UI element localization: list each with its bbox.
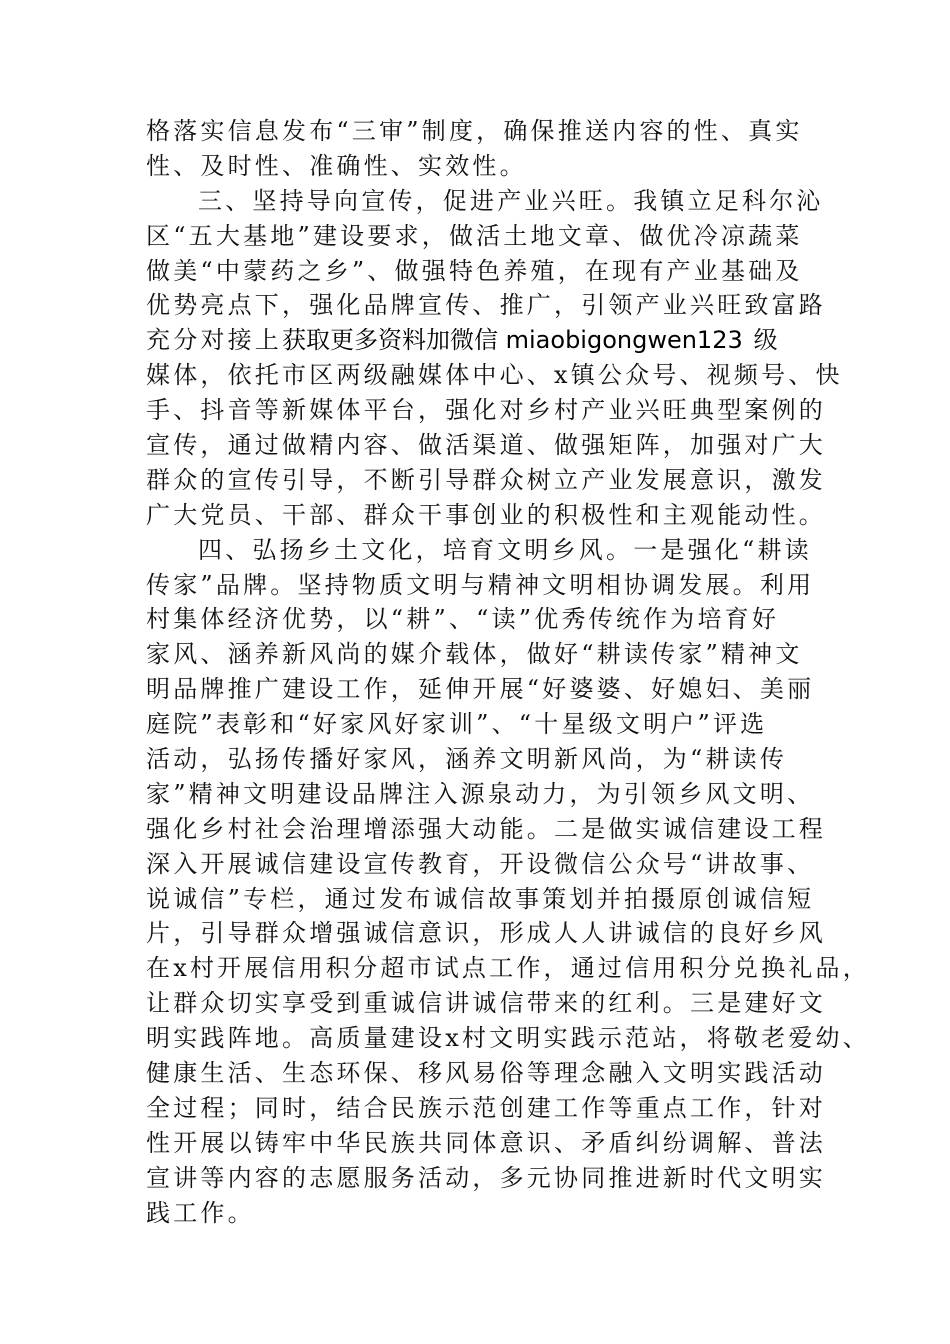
body-line: 全过程；同时，结合民族示范创建工作等重点工作，针对 [146, 1093, 826, 1122]
body-line: 村集体经济优势，以“耕”、“读”优秀传统作为培育好 [146, 605, 780, 634]
promo-watermark-text: 获取更多资料加微信 miaobigongwen123 [282, 326, 743, 355]
body-line: 优势亮点下，强化品牌宣传、推广，引领产业兴旺致富路 [146, 291, 826, 320]
body-line: 践工作。 [146, 1198, 255, 1227]
body-line: 区“五大基地”建设要求，做活土地文章、做优冷凉蔬菜 [146, 221, 803, 250]
paragraph-start-line: 三、坚持导向宣传，促进产业兴旺。我镇立足科尔沁 [198, 186, 824, 215]
body-line: 宣传，通过做精内容、做活渠道、做强矩阵，加强对广大 [146, 431, 826, 460]
body-line: 让群众切实享受到重诚信讲诚信带来的红利。三是建好文 [146, 989, 826, 1018]
body-line: 说诚信”专栏，通过发布诚信故事策划并拍摄原创诚信短 [146, 884, 815, 913]
body-line: 明实践阵地。高质量建设x村文明实践示范站，将敬老爱幼、 [146, 1024, 870, 1053]
body-line: 群众的宣传引导，不断引导群众树立产业发展意识，激发 [146, 465, 826, 494]
paragraph-start-line: 四、弘扬乡土文化，培育文明乡风。一是强化“耕读 [198, 535, 812, 564]
body-line-with-promo [146, 323, 826, 358]
body-line: 深入开展诚信建设宣传教育，开设微信公众号“讲故事、 [146, 849, 815, 878]
body-line: 家”精神文明建设品牌注入源泉动力，为引领乡风文明、 [146, 779, 815, 808]
body-line: 家风、涵养新风尚的媒介载体，做好“耕读传家”精神文 [146, 640, 803, 669]
line-suffix: 级 [742, 326, 781, 355]
document-body [146, 114, 870, 1231]
body-line: 格落实信息发布“三审”制度，确保推送内容的性、真实 [146, 117, 803, 145]
body-line: 传家”品牌。坚持物质文明与精神文明相协调发展。利用 [146, 570, 815, 599]
body-line: 手、抖音等新媒体平台，强化对乡村产业兴旺典型案例的 [146, 396, 826, 425]
body-line: 媒体，依托市区两级融媒体中心、x镇公众号、视频号、快 [146, 361, 843, 390]
body-line: 宣讲等内容的志愿服务活动，多元协同推进新时代文明实 [146, 1163, 826, 1192]
body-line: 健康生活、生态环保、移风易俗等理念融入文明实践活动 [146, 1059, 826, 1088]
body-line: 做美“中蒙药之乡”、做强特色养殖，在现有产业基础及 [146, 256, 803, 285]
body-line: 强化乡村社会治理增添强大动能。二是做实诚信建设工程 [146, 814, 826, 843]
body-line: 片，引导群众增强诚信意识，形成人人讲诚信的良好乡风 [146, 919, 826, 948]
body-line: 明品牌推广建设工作，延伸开展“好婆婆、好媳妇、美丽 [146, 675, 815, 704]
body-line: 庭院”表彰和“好家风好家训”、“十星级文明户”评选 [146, 710, 768, 739]
body-line: 在x村开展信用积分超市试点工作，通过信用积分兑换礼品， [146, 954, 870, 983]
body-line: 广大党员、干部、群众干事创业的积极性和主观能动性。 [146, 500, 826, 529]
line-prefix: 充分对接上 [146, 326, 282, 355]
body-line: 性开展以铸牢中华民族共同体意识、矛盾纠纷调解、普法 [146, 1128, 826, 1157]
body-line: 活动，弘扬传播好家风，涵养文明新风尚，为“耕读传 [146, 745, 788, 774]
body-line: 性、及时性、准确性、实效性。 [146, 151, 527, 180]
